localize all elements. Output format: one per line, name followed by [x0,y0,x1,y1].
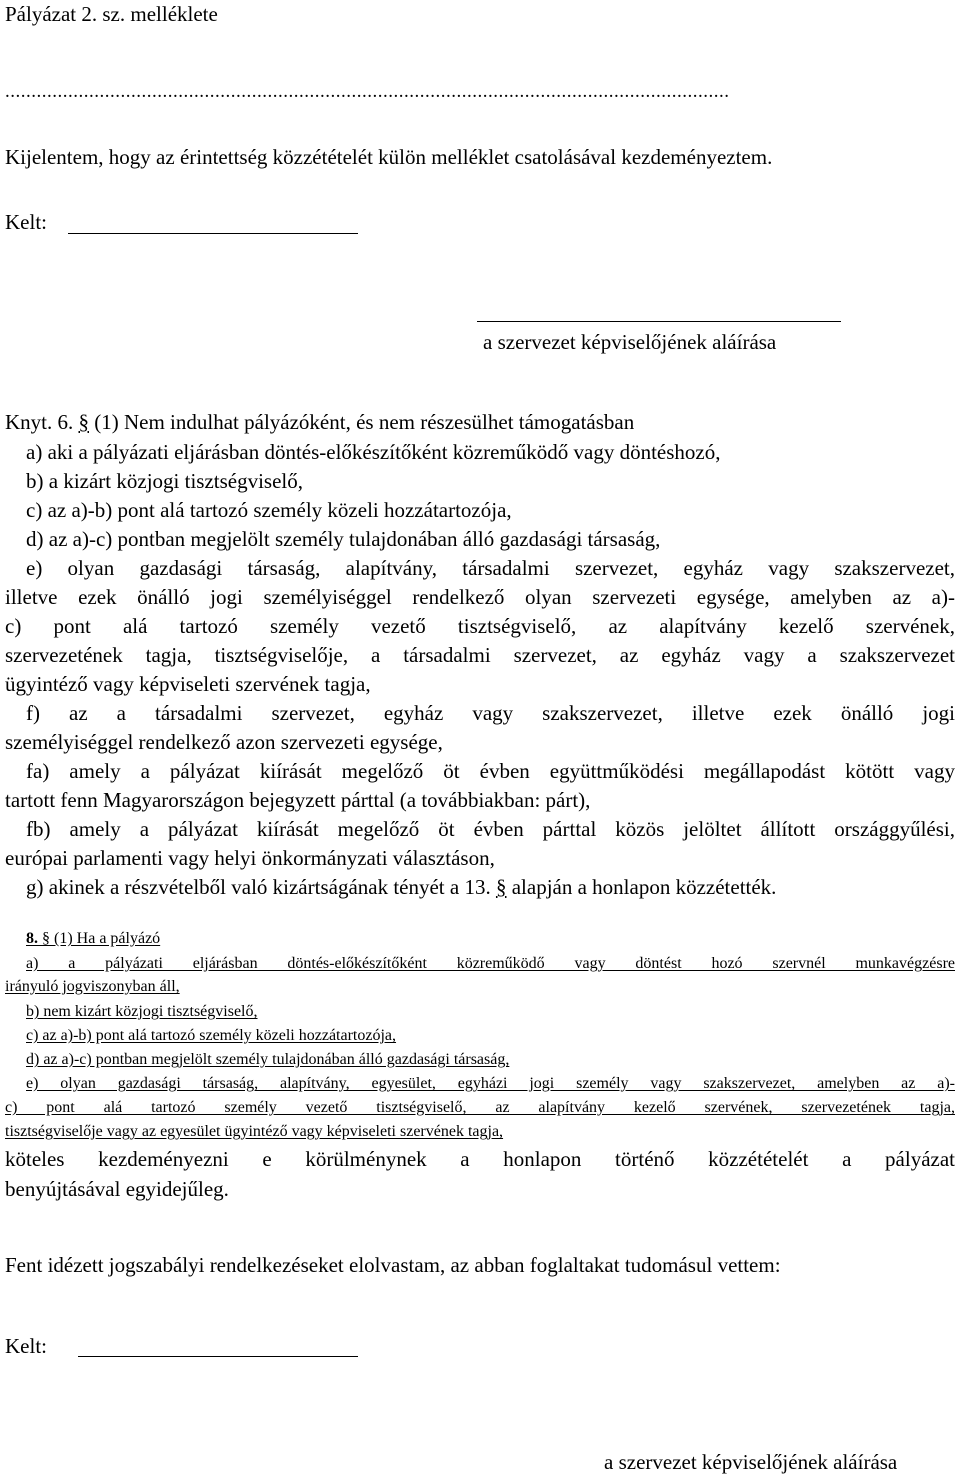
s8-line-a2: irányuló jogviszonyban áll, [5,978,180,995]
s8-closing-1: köteles kezdeményezni e körülménynek a honlapon történő közzétételét a pályázat [5,1147,955,1171]
section-8-number: 8. [26,930,38,947]
s6-line-b: b) a kizárt közjogi tisztségviselő, [26,469,304,493]
date-blank-line-2 [78,1356,358,1357]
section-8-title-rest: (1) Ha a pályázó [54,930,161,947]
kelt-label-2: Kelt: [5,1334,47,1358]
acknowledgement-text: Fent idézett jogszabályi rendelkezéseket elolvastam, az abban foglaltakat tudomásul vettem: [5,1253,781,1277]
paragraph-sign: § [42,930,50,947]
s6-line-f: f) az a társadalmi szervezet, egyház vagy szakszervezet, illetve ezek önálló jogi [26,701,955,725]
s6-line-f2: személyiséggel rendelkező azon szervezeti egysége, [5,730,443,754]
s8-line-b: b) nem kizárt közjogi tisztségviselő, [26,1003,258,1020]
s6-line-fa: fa) amely a pályázat kiírását megelőző öt évben együttműködési megállapodást kötött vagy [26,759,955,783]
declaration-text: Kijelentem, hogy az érintettség közzétételét külön melléklet csatolásával kezdeményeztem. [5,145,773,169]
paragraph-sign: § [495,875,507,899]
s6-line-fb2: európai parlamenti vagy helyi önkormányzati választáson, [5,846,495,870]
s6-line-g-text: g) akinek a részvételből való kizártságának tényét a 13. [26,875,491,899]
s6-line-g [26,875,776,899]
s8-line-d: d) az a)-c) pontban megjelölt személy tulajdonában álló gazdasági társaság, [26,1051,510,1068]
page-title: Pályázat 2. sz. melléklete [5,2,218,26]
dotted-line: .......................................................................................................................................... [5,81,730,102]
kelt-label: Kelt: [5,210,47,234]
s8-line-e2: c) pont alá tartozó személy vezető tisztségviselő, az alapítvány kezelő szervének, szervezetének tagja, [5,1099,955,1116]
section-6-prefix: Knyt. 6. [5,410,74,434]
section-8-title [26,929,160,949]
s6-line-c: c) az a)-b) pont alá tartozó személy közeli hozzátartozója, [26,498,512,522]
section-6-title [5,410,634,434]
date-blank-line [68,233,358,234]
s6-line-e2: illetve ezek önálló jogi személyiséggel rendelkező olyan szervezeti egysége, amelyben az a)- [5,585,955,609]
signature-label-2: a szervezet képviselőjének aláírása [604,1450,898,1474]
s6-line-fa2: tartott fenn Magyarországon bejegyzett párttal (a továbbiakban: párt), [5,788,591,812]
s6-line-g-tail: alapján a honlapon közzétették. [511,875,777,899]
s8-line-c: c) az a)-b) pont alá tartozó személy közeli hozzátartozója, [26,1027,397,1044]
section-6-title-rest: (1) Nem indulhat pályázóként, és nem részesülhet támogatásban [94,410,635,434]
s6-line-e5: ügyintéző vagy képviseleti szervének tagja, [5,672,371,696]
paragraph-sign: § [78,410,89,434]
s6-line-e3: c) pont alá tartozó személy vezető tisztségviselő, az alapítvány kezelő szervének, [5,614,955,638]
s8-closing-2: benyújtásával egyidejűleg. [5,1177,229,1201]
s6-line-fb: fb) amely a pályázat kiírását megelőző öt évben párttal közös jelöltet állított országgyűlési, [26,817,955,841]
signature-label: a szervezet képviselőjének aláírása [483,330,777,354]
s6-line-e: e) olyan gazdasági társaság, alapítvány, társadalmi szervezet, egyház vagy szakszervezet, [26,556,955,580]
s8-line-e3: tisztségviselője vagy az egyesület ügyintéző vagy képviseleti szervének tagja, [5,1123,504,1140]
s6-line-d: d) az a)-c) pontban megjelölt személy tulajdonában álló gazdasági társaság, [26,527,661,551]
s8-line-e: e) olyan gazdasági társaság, alapítvány, egyesület, egyházi jogi személy vagy szakszervezet, amelyben az a)- [26,1075,955,1092]
signature-blank-line [477,321,841,322]
s6-line-e4: szervezetének tagja, tisztségviselője, a társadalmi szervezet, az egyház vagy a szakszervezet [5,643,955,667]
s8-line-a: a) a pályázati eljárásban döntés-előkészítőként közreműködő vagy döntést hozó szervnél munkavégzésre [26,955,955,972]
s6-line-a: a) aki a pályázati eljárásban döntés-előkészítőként közreműködő vagy döntéshozó, [26,440,721,464]
